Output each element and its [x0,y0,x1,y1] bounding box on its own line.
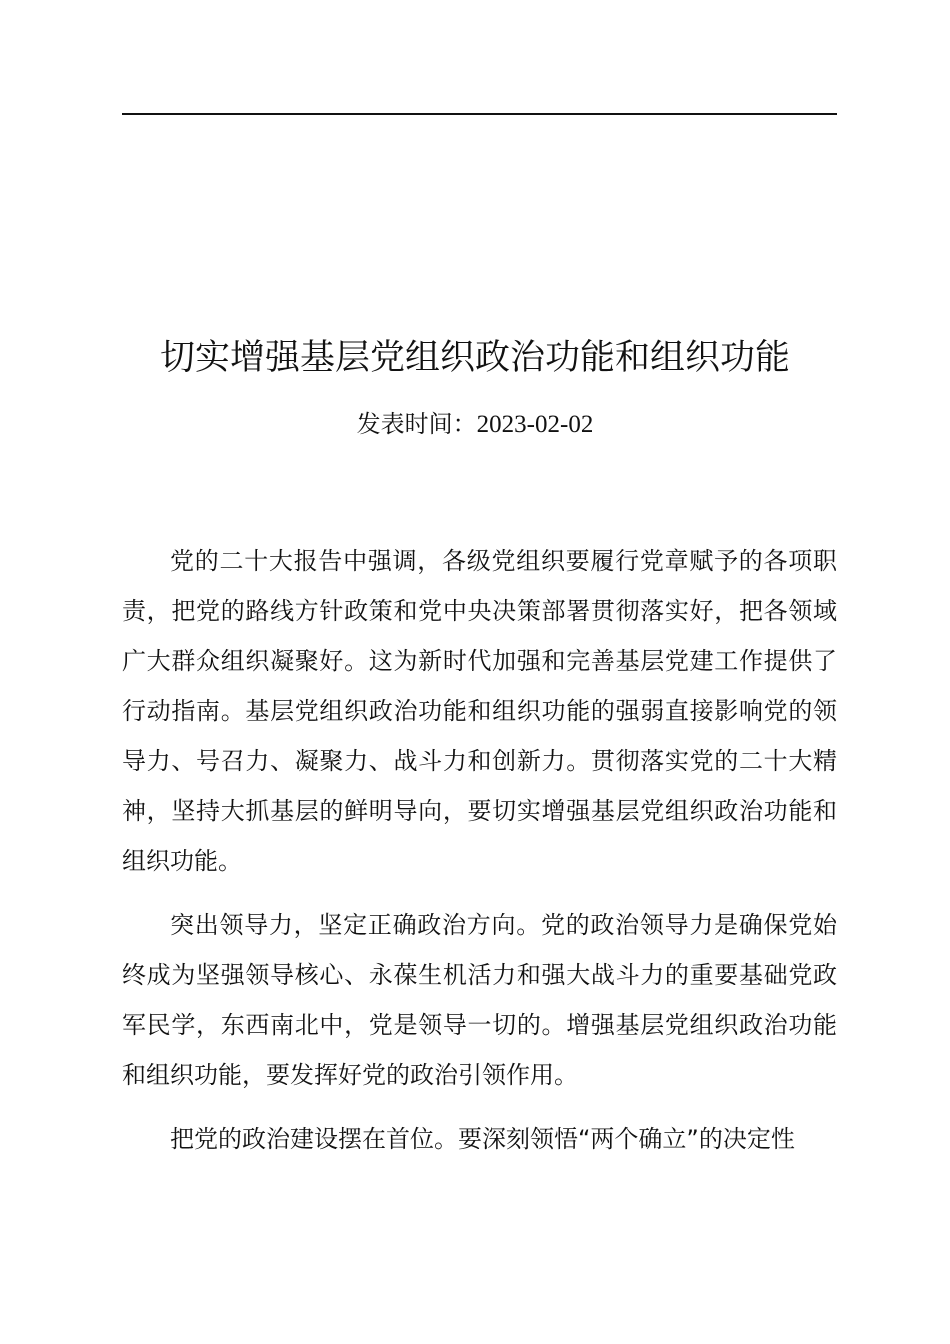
paragraph: 党的二十大报告中强调，各级党组织要履行党章赋予的各项职责，把党的路线方针政策和党中央决策部署贯彻落实好，把各领域广大群众组织凝聚好。这为新时代加强和完善基层党建工作提供了行动指南。基层党组织政治功能和组织功能的强弱直接影响党的领导力、号召力、凝聚力、战斗力和创新力。贯彻落实党的二十大精神，坚持大抓基层的鲜明导向，要切实增强基层党组织政治功能和组织功能。 [122,547,837,875]
paragraph: 把党的政治建设摆在首位。要深刻领悟“两个确立”的决定性 [170,1125,795,1153]
publish-info [0,406,950,443]
publish-label: 发表时间： [356,410,477,438]
document-title: 切实增强基层党组织政治功能和组织功能 [159,338,790,378]
header-rule [122,113,837,115]
paragraph: 突出领导力，坚定正确政治方向。党的政治领导力是确保党始终成为坚强领导核心、永葆生机活力和强大战斗力的重要基础党政军民学，东西南北中，党是领导一切的。增强基层党组织政治功能和组织功能，要发挥好党的政治引领作用。 [122,911,837,1089]
publish-date: 2023-02-02 [476,411,594,438]
document-body [122,536,837,1178]
